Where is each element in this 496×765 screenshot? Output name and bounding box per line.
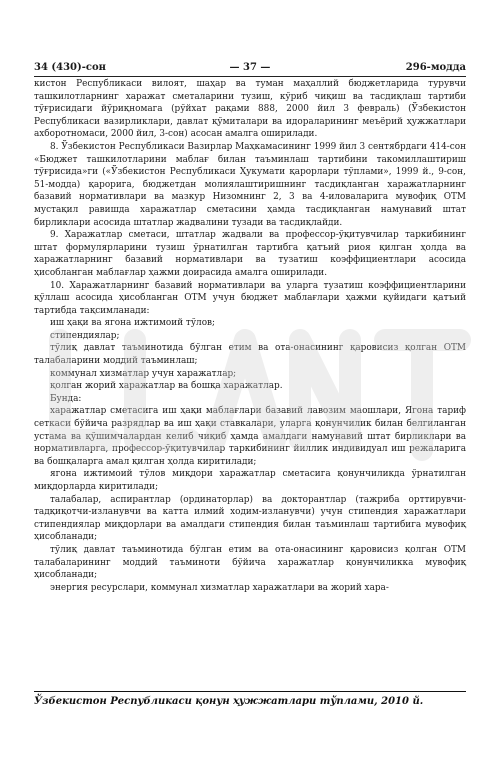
list-item: ягона ижтимоий тўлов миқдори харажатлар сметасига қонунчиликда ўрнатилган миқдорларда киритилади;	[34, 469, 466, 492]
issue-number: 34 (430)-сон	[34, 62, 106, 73]
list-item: харажатлар сметасига иш ҳақи маблағлари базавий лавозим маошлари, Ягона тариф сеткаси бўйича разрядлар ва иш ҳақи ставкалари, уларга қонунчилик билан белгиланган устама ва қўшимчалардан келиб чиқиб ҳамда амалдаги намунавий штат бирликлари ва нормативларга, профессор-ўқитувчилар таркибининг йиллик индивидуал иш режаларига ва бошқаларга амал қилган ҳолда киритилади;	[34, 406, 466, 467]
list-item: тўлиқ давлат таъминотида бўлган етим ва ота-онасининг қаровисиз қолган ОТМ талабаларини моддий таъминлаш;	[34, 343, 466, 367]
list-item: талабалар, аспирантлар (ординаторлар) ва докторантлар (тажриба орттирувчи-тадқиқотчи-изланувчи ва катта илмий ходим-изланувчи) учун стипендия харажатлари стипендиялар миқдорлари ва амалдаги стипендия билан таъминлаш тартибига мувофиқ ҳисобланади;	[34, 494, 466, 543]
running-footer: Ўзбекистон Республикаси қонун ҳужжатлари тўплами, 2010 й.	[34, 696, 424, 707]
page-number: — 37 —	[229, 62, 271, 73]
running-header	[34, 62, 466, 76]
list-item: стипендиялар;	[50, 330, 120, 341]
body-text	[34, 78, 466, 594]
list-item: қолган жорий харажатлар ва бошқа харажатлар.	[50, 381, 283, 392]
paragraph-continuation: кистон Республикаси вилоят, шаҳар ва туман маҳаллий бюджетларида турувчи ташкилотларнинг харажат сметаларини тузиш, кўриб чиқиш ва тасдиқлаш тартиби тўғрисидаги йўриқномага (рўйхат рақами 888, 2000 йил 3 февраль) (Ўзбекистон Республикаси вазирликлари, давлат қўмиталари ва идораларининг меъёрий ҳужжатлари ахборотномаси, 2000 йил, 3-сон) асосан амалга оширилади.	[34, 79, 466, 140]
list-heading: Бунда:	[50, 393, 82, 404]
paragraph-10: 10. Харажатларнинг базавий нормативлари ва уларга тузатиш коэффициентларини қўллаш асосида ҳисобланган ОТМ учун бюджет маблағлари ҳажми қуйидаги қатъий тартибда тақсимланади:	[34, 280, 466, 316]
footer-rule	[34, 691, 466, 692]
header-rule	[34, 76, 466, 77]
paragraph-9: 9. Харажатлар сметаси, штатлар жадвали ва профессор-ўқитувчилар таркибининг штат формулярларини тузиш ўрнатилган тартибга қатъий риоя қилган ҳолда ва харажатларнинг базавий нормативлари ва тузатиш коэффициентлари асосида ҳисобланган маблағлар ҳажми доирасида амалга оширилади.	[34, 230, 466, 278]
article-number: 296-модда	[405, 62, 466, 73]
list-item: энергия ресурслари, коммунал хизматлар харажатлари ва жорий хара-	[50, 582, 389, 593]
list-item: коммунал хизматлар учун харажатлар;	[50, 368, 237, 379]
paragraph-8: 8. Ўзбекистон Республикаси Вазирлар Маҳкамасининг 1999 йил 3 сентябрдаги 414-сон «Бюджет ташкилотларини маблағ билан таъминлаш тартибини такомиллаштириш тўғрисида»ги («Ўзбекистон Республикаси Ҳукумати қарорлари тўплами», 1999 й., 9-сон, 51-модда) қарорига, бюджетдан молиялаштиришнинг тасдиқланган харажатларнинг базавий нормативлари ва мазкур Низомнинг 2, 3 ва 4-иловаларига мувофиқ ОТМ мустақил равишда харажатлар сметасини ҳамда тасдиқланган намунавий штат бирликлари асосида штатлар жадвалини тузади ва тасдиқлайди.	[34, 141, 466, 228]
list-item: иш ҳақи ва ягона ижтимоий тўлов;	[50, 318, 216, 329]
list-item: тўлиқ давлат таъминотида бўлган етим ва ота-онасининг қаровисиз қолган ОТМ талабаларининг моддий таъминоти бўйича харажатлар қонунчиликка мувофиқ ҳисобланади;	[34, 544, 466, 581]
